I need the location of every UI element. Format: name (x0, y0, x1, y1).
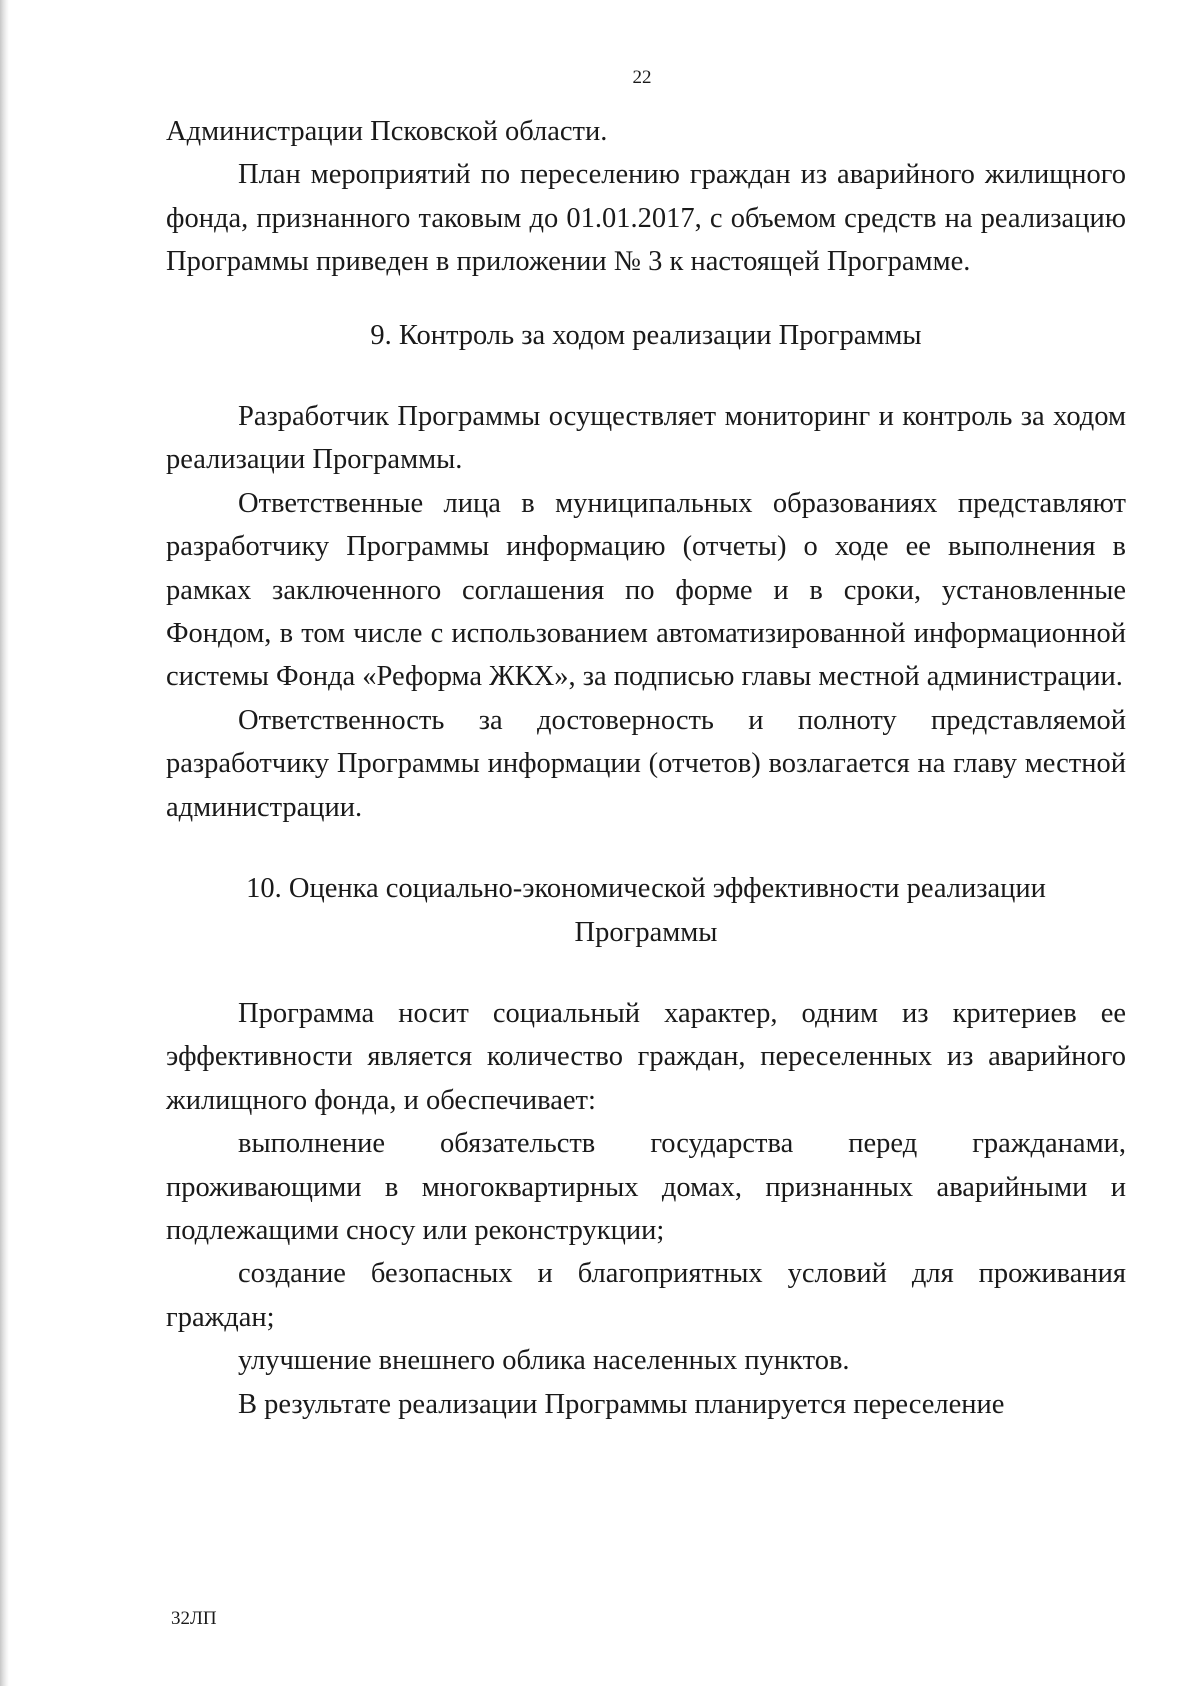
section-9-paragraph-3: Ответственность за достоверность и полноту представляемой разработчику Программы информации (отчетов) возлагается на главу местной администрации. (166, 704, 1126, 823)
section-10-paragraph-1: Программа носит социальный характер, одним из критериев ее эффективности является количество граждан, переселенных из аварийного жилищного фонда, и обеспечивает: (166, 997, 1126, 1116)
section-10-paragraph-2: выполнение обязательств государства перед гражданами, проживающими в многоквартирных домах, признанных аварийными и подлежащими сносу или реконструкции; (166, 1128, 1126, 1246)
paragraph-plan: План мероприятий по переселению граждан из аварийного жилищного фонда, признанного таковым до 01.01.2017, с объемом средств на реализацию Программы приведен в приложении № 3 к настоящей Программе. (166, 159, 1126, 278)
section-10-paragraph-5: В результате реализации Программы планируется переселение (238, 1388, 1005, 1420)
section-9-heading: 9. Контроль за ходом реализации Программы (370, 319, 922, 351)
section-10-heading (166, 867, 1126, 954)
paragraph-continuation: Администрации Псковской области. (166, 116, 608, 147)
scan-edge-shadow (0, 0, 9, 1686)
section-9-paragraph-1: Разработчик Программы осуществляет мониторинг и контроль за ходом реализации Программы. (166, 401, 1126, 476)
page-number: 22 (632, 67, 652, 88)
section-9-paragraph-2: Ответственные лица в муниципальных образованиях представляют разработчику Программы информацию (отчеты) о ходе ее выполнения в рамках заключенного соглашения по форме и в сроки, установленные Фондом, в том числе с использованием автоматизированной информационной системы Фонда «Реформа ЖКХ», за подписью главы местной администрации. (166, 487, 1126, 693)
footer-document-code: 32ЛП (171, 1608, 217, 1629)
section-10-heading-line-2: Программы (574, 916, 718, 948)
section-10-paragraph-3: создание безопасных и благоприятных условий для проживания граждан; (166, 1258, 1126, 1333)
section-10-heading-line-1: 10. Оценка социально-экономической эффективности реализации (246, 873, 1046, 905)
section-10-paragraph-4: улучшение внешнего облика населенных пунктов. (238, 1345, 850, 1377)
document-body (166, 110, 1126, 1426)
